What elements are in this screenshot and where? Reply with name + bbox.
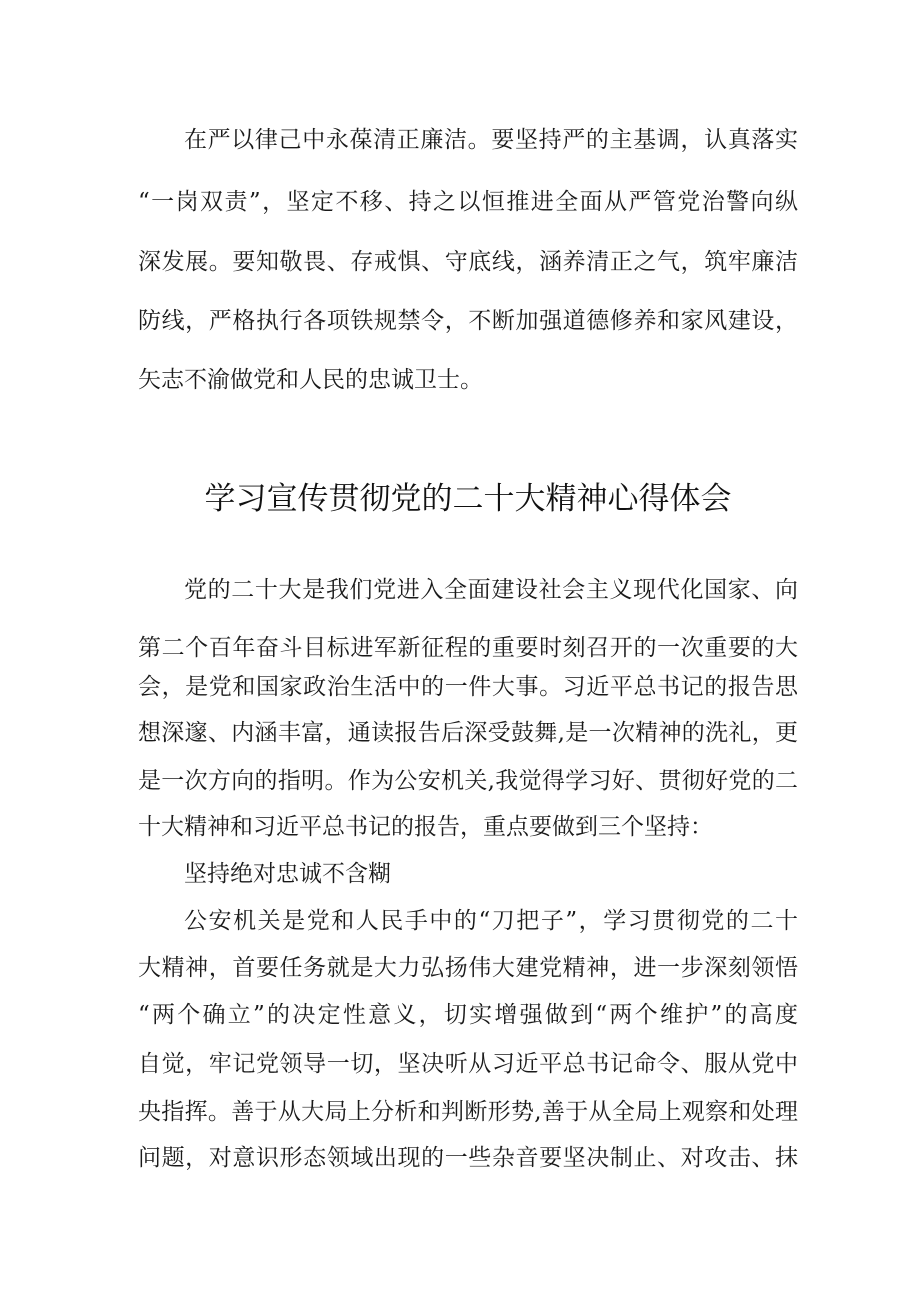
prev-paragraph-line: 矢志不渝做党和人民的忠诚卫士。: [138, 367, 483, 393]
intro-paragraph-line: 会，是党和国家政治生活中的一件大事。习近平总书记的报告思: [138, 674, 798, 700]
section-paragraph-line: 问题，对意识形态领域出现的一些杂音要坚决制止、对攻击、抹: [138, 1145, 798, 1171]
section-paragraph-line: 央指挥。善于从大局上分析和判断形势,善于从全局上观察和处理: [138, 1099, 798, 1125]
prev-paragraph-line: 深发展。要知敬畏、存戒惧、守底线，涵养清正之气，筑牢廉洁: [138, 249, 798, 275]
prev-paragraph-line: 在严以律己中永葆清正廉洁。要坚持严的主基调，认真落实: [184, 127, 798, 153]
intro-paragraph-line: 十大精神和习近平总书记的报告，重点要做到三个坚持：: [138, 814, 713, 840]
prev-paragraph-line: 防线，严格执行各项铁规禁令，不断加强道德修养和家风建设，: [138, 308, 798, 334]
section-paragraph-line: “两个确立”的决定性意义，切实增强做到“两个维护”的高度: [138, 1002, 798, 1028]
intro-paragraph-line: 是一次方向的指明。作为公安机关,我觉得学习好、贯彻好党的二: [138, 768, 798, 794]
section-paragraph-line: 公安机关是党和人民手中的“刀把子”，学习贯彻党的二十: [184, 908, 798, 934]
article-title: 学习宣传贯彻党的二十大精神心得体会: [204, 481, 732, 517]
section-heading: 坚持绝对忠诚不含糊: [184, 861, 391, 887]
prev-paragraph-line: “一岗双责”，坚定不移、持之以恒推进全面从严管党治警向纵: [138, 189, 798, 215]
intro-paragraph-line: 党的二十大是我们党进入全面建设社会主义现代化国家、向: [184, 577, 798, 603]
section-paragraph-line: 自觉，牢记党领导一切，坚决听从习近平总书记命令、服从党中: [138, 1051, 798, 1077]
intro-paragraph-line: 第二个百年奋斗目标进军新征程的重要时刻召开的一次重要的大: [138, 635, 798, 661]
intro-paragraph-line: 想深邃、内涵丰富，通读报告后深受鼓舞,是一次精神的洗礼，更: [138, 720, 798, 746]
section-paragraph-line: 大精神，首要任务就是大力弘扬伟大建党精神，进一步深刻领悟: [138, 955, 798, 981]
